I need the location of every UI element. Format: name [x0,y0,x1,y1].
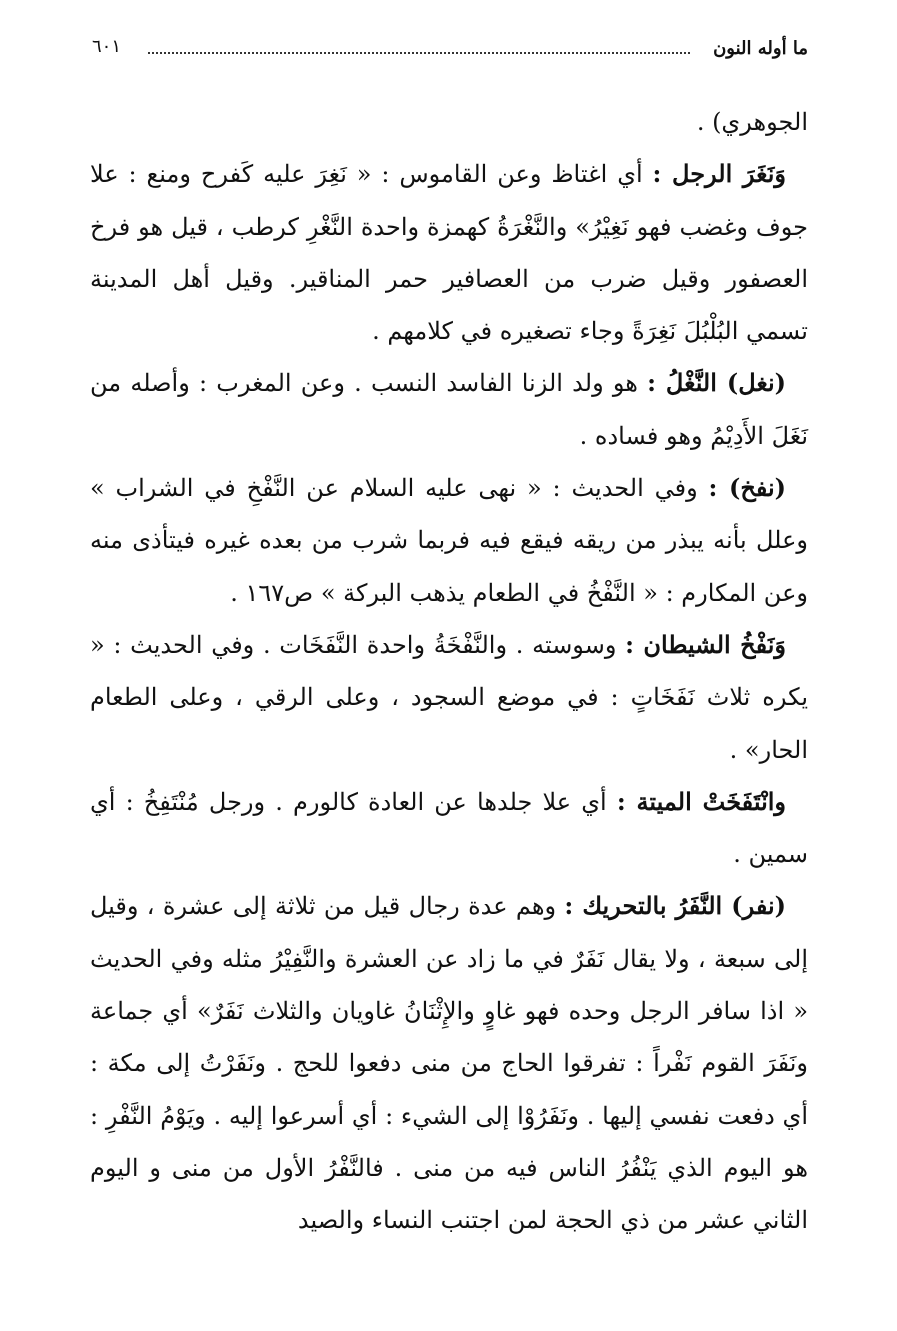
paragraph-continuation [90,96,808,148]
header-title: ما أوله النون [713,38,808,59]
entry-text: هو ولد الزنا الفاسد النسب . وعن المغرب : وأصله من نَغَلَ الأَدِيْمُ وهو فساده . [90,369,808,450]
entry-text: وفي الحديث : « نهى عليه السلام عن النَّفْخِ في الشراب » وعلل بأنه يبذر من ريقه فيقع فيه فربما شرب من بعده غيره فيتأذى منه وعن المكارم : « النَّفْخُ في الطعام يذهب البركة » ص١٦٧ . [90,474,808,607]
paragraph-naghl [90,357,808,462]
entry-text: وهم عدة رجال قيل من ثلاثة إلى عشرة ، وقيل إلى سبعة ، ولا يقال نَفَرٌ في ما زاد عن العشرة والنَّفِيْرُ مثله وفي الحديث « اذا سافر الرجل وحده فهو غاوٍ والإِثْنَانُ غاويان والثلاث نَفَرٌ» أي جماعة ونَفَرَ القوم نَفْراً : تفرقوا الحاج من منى دفعوا للحج . ونَفَرْتُ إلى مكة : أي دفعت نفسي إليها . ونَفَرُوْا إلى الشيء : أي أسرعوا إليه . ويَوْمُ النَّفْرِ : هو اليوم الذي يَنْفُرُ الناس فيه من منى . فالنَّفْرُ الأول من منى و اليوم الثاني عشر من ذي الحجة لمن اجتنب النساء والصيد [90,892,809,1235]
paragraph-nafkh [90,462,808,619]
entry-head: (نغل) النَّغْلُ : [647,368,786,398]
book-page [90,28,808,1247]
entry-head: وَنَغَرَ الرجل : [652,159,786,189]
entry-text: أي علا جلدها عن العادة كالورم . ورجل مُنْتَفِخُ : أي سمين . [90,787,808,869]
entry-head: وَنَفْخُ الشيطان : [625,629,787,659]
entry-text: أي اغتاظ وعن القاموس : « نَغِرَ عليه كَفرح ومنع : علا جوف وغضب فهو نَغِيْرُ» والنَّغْرَةُ كهمزة واحدة النَّغْرِ كرطب ، قيل هو فرخ العصفور وقيل ضرب من العصافير حمر المناقير. وقيل أهل المدينة تسمي البُلْبُلَ نَغِرَةً وجاء تصغيره في كلامهم . [90,160,808,346]
paragraph-nafkh-shaytan [90,619,808,776]
running-header [90,28,808,68]
entry-text: الجوهري) . [696,108,808,136]
entry-head: (نفر) النَّفَرُ بالتحريك : [564,891,786,921]
entry-head: (نفخ) : [708,473,786,503]
paragraph-nafar [90,880,808,1246]
paragraph-naghara [90,148,808,357]
page-number: ٦٠١ [92,36,122,57]
entry-head: وانْتَفَخَتْ الميتة : [616,786,787,816]
header-leader-dots [148,52,690,54]
paragraph-intafakhat [90,776,808,881]
entry-text: وسوسته . والنَّفْخَةُ واحدة النَّفَخَات . وفي الحديث : « يكره ثلاث نَفَخَاتٍ : في موضع السجود ، وعلى الرقي ، وعلى الطعام الحار» . [90,630,808,764]
page-content [90,96,808,1247]
